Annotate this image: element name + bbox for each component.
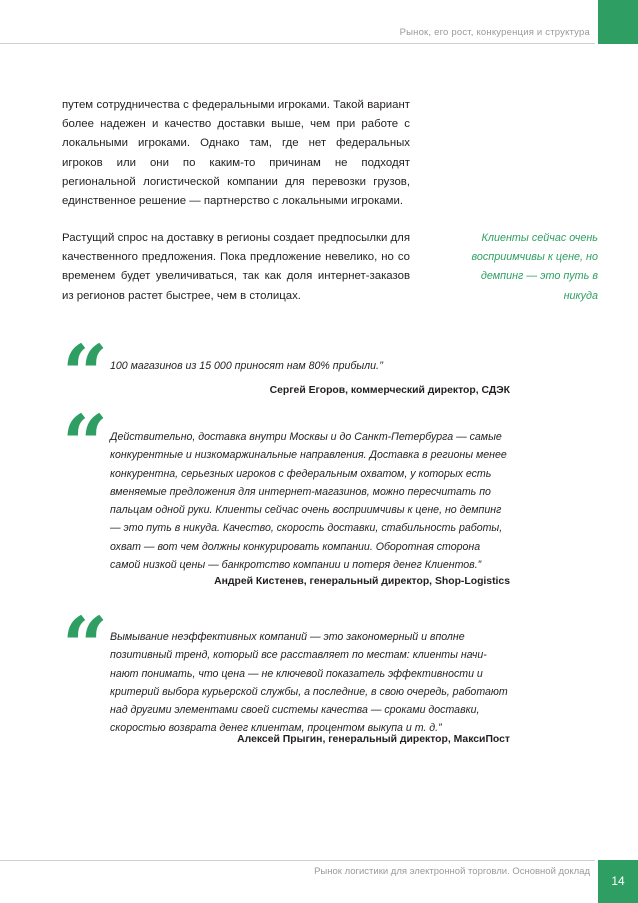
quote-2-text: Действительно, доставка внутри Москвы и до Санкт-Петербурга — самые конкурентные и низкомаржинальные направления. Доставка в регионы менее конкурентна, серьезных игроков с федеральным охватом, у которых есть вменяемые предложения для интернет-магазинов, можно пересчитать по пальцам одной руки. Клиенты сейчас очень восприимчивы к цене, но демпинг — это путь в никуда. Качество, скорость доставки, стабильность работы, охват — вот чем должны конкурировать компании. Оборотная сторона самой низкой цены — банкротство компании и потеря денег Клиентов.” <box>110 431 507 572</box>
body-paragraph-2: Растущий спрос на доставку в регионы создает предпосылки для качественного предложения. Пока предложение невелико, но со временем будет увеличиваться, так как доля интернет-заказов из регионов растет быстрее, чем в столицах. <box>62 232 410 302</box>
footer-divider <box>0 860 595 861</box>
quote-2-author: Андрей Кистенев, генеральный директор, Shop-Logistics <box>214 576 510 587</box>
header-corner-tab <box>598 0 638 44</box>
running-header: Рынок, его рост, конкуренция и структура <box>399 27 590 38</box>
quote-1-author: Сергей Егоров, коммерческий директор, СДЭК <box>269 385 510 396</box>
pull-quote-sidebar: Клиенты сейчас очень восприимчивы к цене, но демпинг — это путь в никуда <box>471 232 598 302</box>
quote-mark-icon: “ <box>62 599 109 693</box>
body-paragraph-1: путем сотрудничества с федеральными игроками. Такой вариант более надежен и качество доставки выше, чем при работе с локальными игроками. Однако там, где нет федеральных игроков или они по каким-то причинам не подходят региональной логистической компании для перевозки грузов, единственное решение — партнерство с локальными игроками. <box>62 99 410 208</box>
quote-3-text: Вымывание неэффективных компаний — это закономерный и вполне позитивный тренд, который все расставляет по местам: клиенты начинают понимать, что цена — не ключевой показатель эффективности и критерий выбора курьерской службы, а последние, в свою очередь, работают над другими элементами своей системы качества — сроками доставки, скоростью возврата денег клиентам, процентом выкупа и т. д.” <box>110 631 508 735</box>
quote-3-author: Алексей Прыгин, генеральный директор, МаксиПост <box>237 734 510 745</box>
quote-mark-icon: “ <box>62 397 109 491</box>
running-footer: Рынок логистики для электронной торговли. Основной доклад <box>314 866 590 877</box>
page-number: 14 <box>598 860 638 903</box>
quote-1-text: 100 магазинов из 15 000 приносят нам 80% прибыли.’’ <box>110 360 384 372</box>
quote-mark-icon: “ <box>62 327 109 421</box>
header-divider <box>0 43 595 44</box>
